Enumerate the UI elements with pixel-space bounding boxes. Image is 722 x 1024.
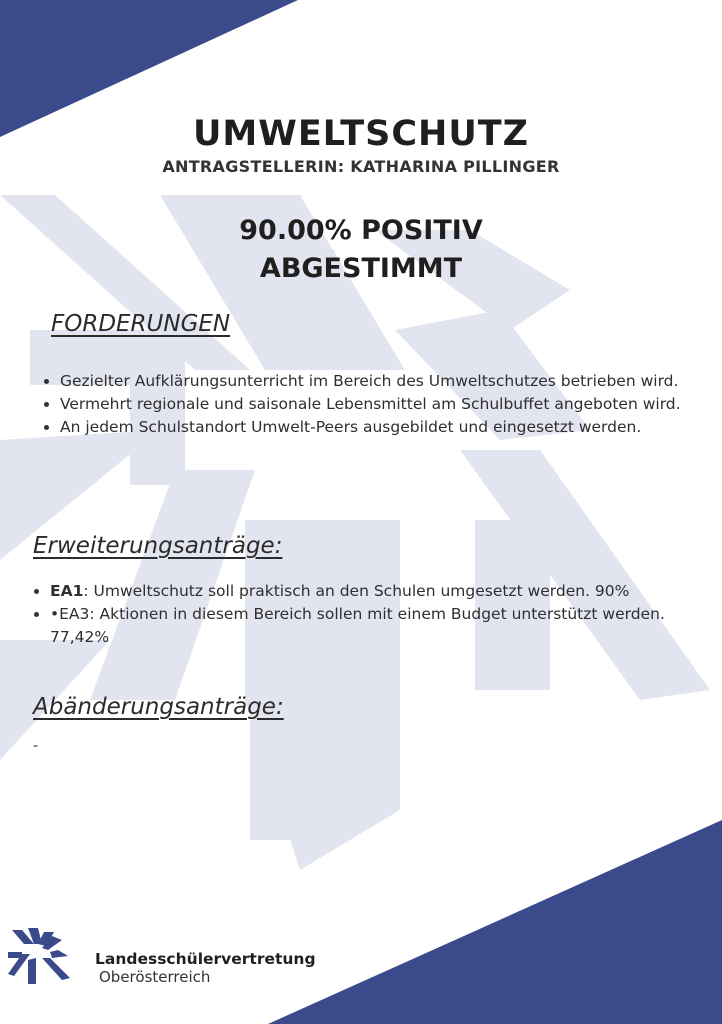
amendment-code: EA1 (50, 582, 84, 600)
list-item: An jedem Schulstandort Umwelt-Peers ausgebildet und eingesetzt werden. (42, 416, 714, 439)
list-item: Gezielter Aufklärungsunterricht im Bereich des Umweltschutzes betrieben wird. (42, 370, 714, 393)
abaenderungsantraege-value: - (33, 738, 39, 754)
amendment-text: •EA3: Aktionen in diesem Bereich sollen mit einem Budget unterstützt werden. 77,42% (50, 605, 665, 646)
list-item (32, 603, 712, 649)
abaenderungsantraege-heading: Abänderungsanträge: (33, 694, 284, 720)
list-item (32, 580, 712, 603)
organization-name: Landesschülervertretung (95, 950, 316, 968)
applicant-line: ANTRAGSTELLERIN: KATHARINA PILLINGER (162, 157, 560, 176)
list-item: Vermehrt regionale und saisonale Lebensmittel am Schulbuffet angeboten wird. (42, 393, 714, 416)
forderungen-heading: FORDERUNGEN (51, 311, 231, 337)
organization-region: Oberösterreich (99, 968, 211, 986)
erweiterungsantraege-list (32, 580, 712, 649)
vote-result-percentage: 90.00% POSITIV (239, 215, 483, 246)
amendment-text: : Umweltschutz soll praktisch an den Schulen umgesetzt werden. 90% (83, 582, 630, 600)
vote-result (0, 212, 722, 288)
lsv-arrows-logo-icon (8, 928, 88, 986)
vote-result-status: ABGESTIMMT (259, 253, 463, 284)
erweiterungsantraege-heading: Erweiterungsanträge: (33, 533, 283, 559)
forderungen-list (42, 370, 714, 439)
page-title: UMWELTSCHUTZ (192, 114, 529, 154)
